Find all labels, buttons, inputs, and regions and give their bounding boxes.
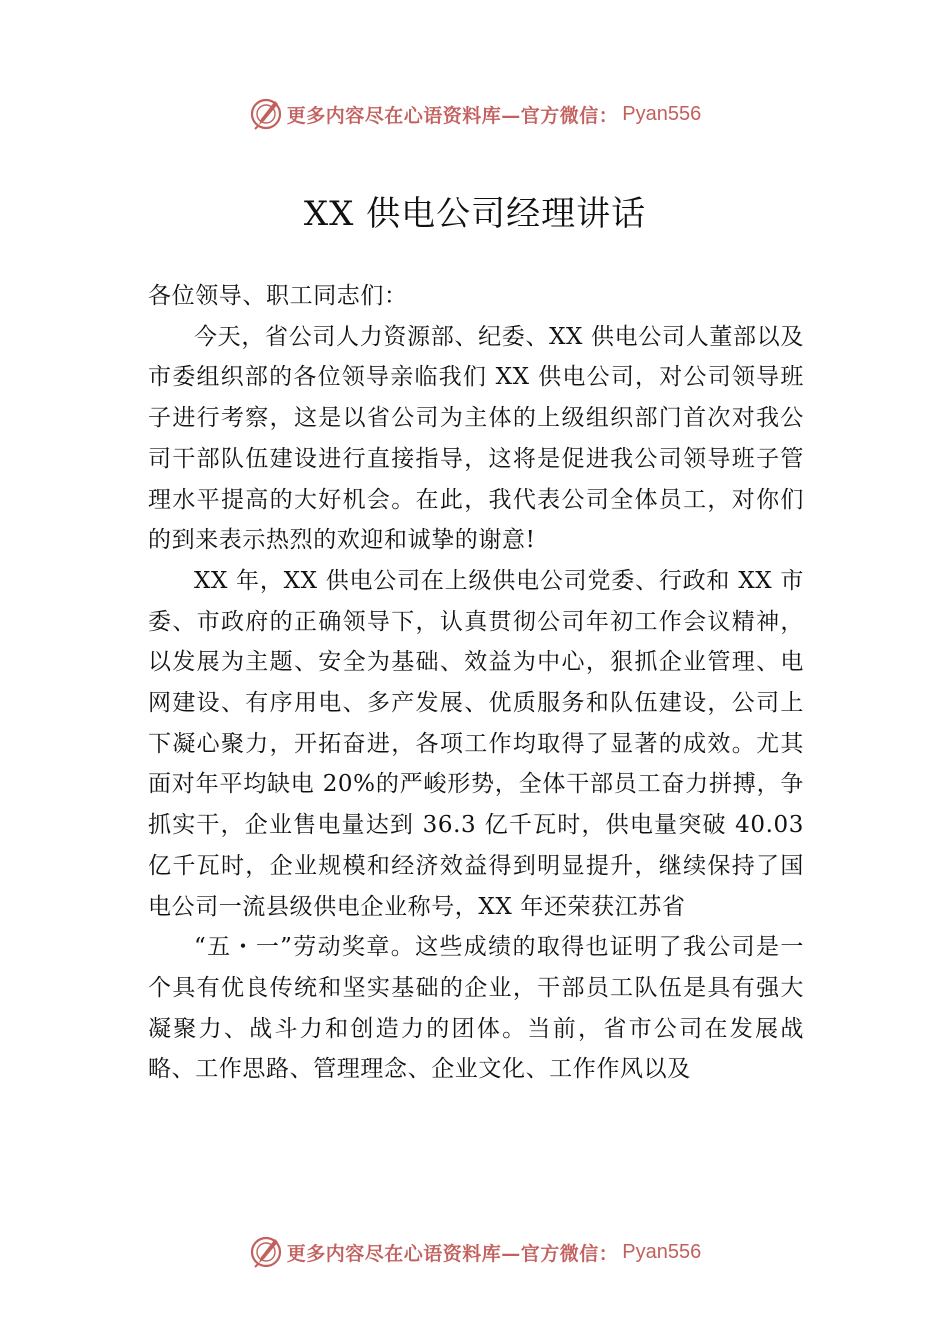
watermark-footer bbox=[0, 1232, 950, 1272]
paragraph: 今天，省公司人力资源部、纪委、XX 供电公司人董部以及市委组织部的各位领导亲临我们 XX 供电公司，对公司领导班子进行考察，这是以省公司为主体的上级组织部门首次对我公司干部队伍建设进行直接指导，这将是促进我公司领导班子管理水平提高的大好机会。在此，我代表公司全体员工，对你们的到来表示热烈的欢迎和诚挚的谢意! bbox=[148, 323, 804, 554]
document-title: XX 供电公司经理讲话 bbox=[303, 194, 647, 234]
watermark-text: 更多内容尽在心语资料库—官方微信： bbox=[286, 104, 619, 127]
document-body bbox=[148, 276, 804, 1090]
watermark-wechat-id: Pyan556 bbox=[622, 102, 702, 125]
watermark-wechat-id: Pyan556 bbox=[622, 1240, 702, 1263]
watermark-header bbox=[0, 94, 950, 134]
paragraph: “五・一”劳动奖章。这些成绩的取得也证明了我公司是一个具有优良传统和坚实基础的企业，干部员工队伍是具有强大凝聚力、战斗力和创造力的团体。当前，省市公司在发展战略、工作思路、管理理念、企业文化、工作作风以及 bbox=[148, 934, 804, 1083]
watermark-text: 更多内容尽在心语资料库—官方微信： bbox=[286, 1242, 619, 1265]
salutation: 各位领导、职工同志们： bbox=[148, 283, 408, 309]
quill-logo-icon bbox=[249, 97, 283, 131]
paragraph: XX 年，XX 供电公司在上级供电公司党委、行政和 XX 市委、市政府的正确领导下，认真贯彻公司年初工作会议精神，以发展为主题、安全为基础、效益为中心，狠抓企业管理、电网建设、有序用电、多产发展、优质服务和队伍建设，公司上下凝心聚力，开拓奋进，各项工作均取得了显著的成效。尤其面对年平均缺电 20%的严峻形势，全体干部员工奋力拼搏，争抓实干，企业售电量达到 36.3 亿千瓦时，供电量突破 40.03 亿千瓦时，企业规模和经济效益得到明显提升，继续保持了国电公司一流县级供电企业称号，XX 年还荣获江苏省 bbox=[148, 567, 804, 920]
quill-logo-icon bbox=[249, 1235, 283, 1269]
